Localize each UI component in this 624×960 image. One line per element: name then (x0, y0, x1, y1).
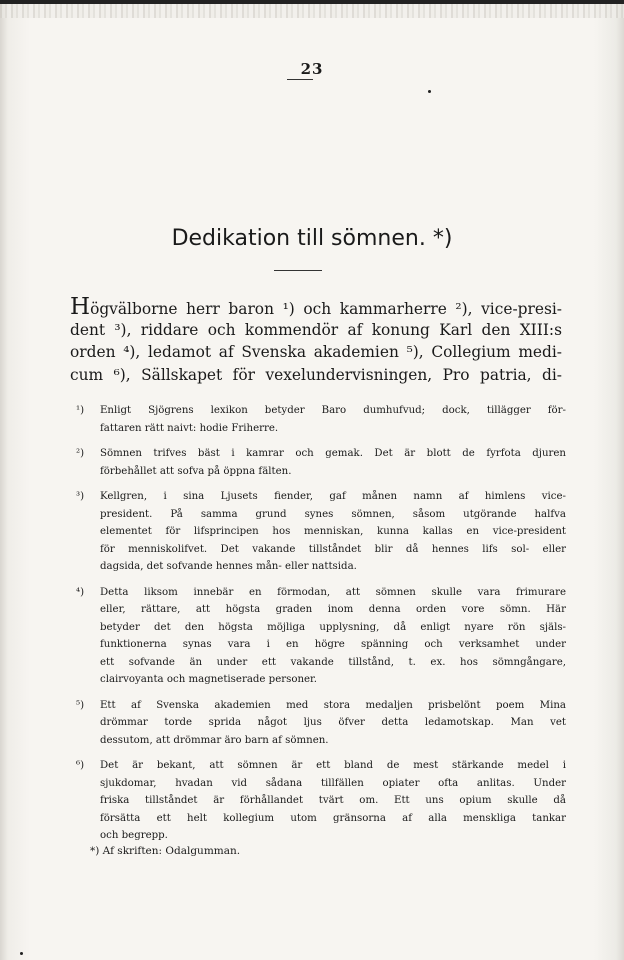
footnote-line: förbehållet att sofva på öppna fälten. (100, 465, 292, 477)
footnote-line: för menniskolifvet. Det vakande tillståndet blir då hennes lifs sol- eller (100, 543, 566, 555)
footnote-mark: ²) (76, 448, 85, 459)
source-note: *) Af skriften: Odalgumman. (90, 845, 241, 857)
footnote-line: sjukdomar, hvadan vid sådana tillfällen opiater ofta anlitas. Under (100, 777, 566, 789)
dedication-text (70, 296, 562, 386)
footnote-line: friska tillståndet är förhållandet tvärt om. Ett uns opium skulle då (100, 795, 566, 806)
footnote-5 (76, 697, 566, 750)
footnote-mark: ⁵) (76, 699, 85, 711)
footnote-3 (76, 488, 566, 576)
footnote-line: fattaren rätt naivt: hodie Friherre. (100, 422, 279, 434)
footnote-line: betyder det den högsta möjliga upplysning, då enligt nyare rön själs- (100, 621, 566, 633)
footnote-4 (76, 584, 566, 689)
page-number: 23 (300, 60, 324, 78)
body-line: cum ⁶), Sällskapet för vexelundervisningen, Pro patria, di- (70, 365, 562, 384)
page-number-rule (287, 79, 313, 80)
body-line: dent ³), riddare och kommendör af konung Karl den XIII:s (70, 320, 562, 339)
footnote-line: president. På samma grund synes sömnen, såsom utgörande halfva (100, 508, 566, 520)
body-line: Högvälborne herr baron ¹) och kammarherre ²), vice-presi- (70, 294, 562, 320)
footnote-6 (76, 757, 566, 845)
footnote-mark: ⁶) (76, 760, 85, 771)
ink-speck (20, 952, 23, 955)
footnote-line: försätta ett helt kollegium utom gränsorna af alla menskliga tankar (100, 812, 566, 824)
footnote-2 (76, 445, 566, 480)
footnote-mark: ⁴) (76, 586, 85, 598)
page-title: Dedikation till sömnen. *) (171, 226, 453, 251)
footnote-line: Enligt Sjögrens lexikon betyder Baro dumhufvud; dock, tillägger för- (100, 405, 566, 416)
footnote-line: Ett af Svenska akademien med stora medaljen prisbelönt poem Mina (100, 699, 566, 711)
title-rule (274, 270, 322, 271)
footnote-line: drömmar torde sprida något ljus öfver detta ledamotskap. Man vet (100, 717, 566, 728)
scan-speckle (0, 4, 624, 18)
ink-speck (428, 90, 431, 93)
footnote-line: dagsida, det sofvande hennes mån- eller nattsida. (100, 561, 357, 572)
footnote-line: dessutom, att drömmar äro barn af sömnen. (100, 734, 329, 746)
body-line: orden ⁴), ledamot af Svenska akademien ⁵), Collegium medi- (70, 343, 562, 361)
footnote-line: och begrepp. (100, 830, 168, 841)
footnote-line: Sömnen trifves bäst i kamrar och gemak. Det är blott de fyrfota djuren (100, 448, 566, 459)
drop-cap: H (70, 294, 91, 320)
footnote-line: funktionerna synas vara i en högre spänning och verksamhet under (100, 639, 566, 650)
footnote-line: Detta liksom innebär en förmodan, att sömnen skulle vara frimurare (100, 586, 566, 598)
footnotes (76, 402, 566, 853)
footnote-line: elementet för lifsprincipen hos menniskan, kunna kallas en vice-president (100, 526, 566, 537)
footnote-mark: ¹) (76, 405, 85, 416)
footnote-line: eller, rättare, att högsta graden inom denna orden vore sömn. Här (100, 604, 566, 615)
footnote-line: ett sofvande än under ett vakande tillstånd, t. ex. hos sömngångare, (100, 656, 566, 668)
footnote-line: clairvoyanta och magnetiserade personer. (100, 674, 318, 685)
footnote-line: Det är bekant, att sömnen är ett bland de mest stärkande medel i (100, 760, 566, 771)
footnote-1 (76, 402, 566, 437)
footnote-mark: ³) (76, 491, 85, 502)
footnote-line: Kellgren, i sina Ljusets fiender, gaf månen namn af himlens vice- (100, 491, 566, 502)
